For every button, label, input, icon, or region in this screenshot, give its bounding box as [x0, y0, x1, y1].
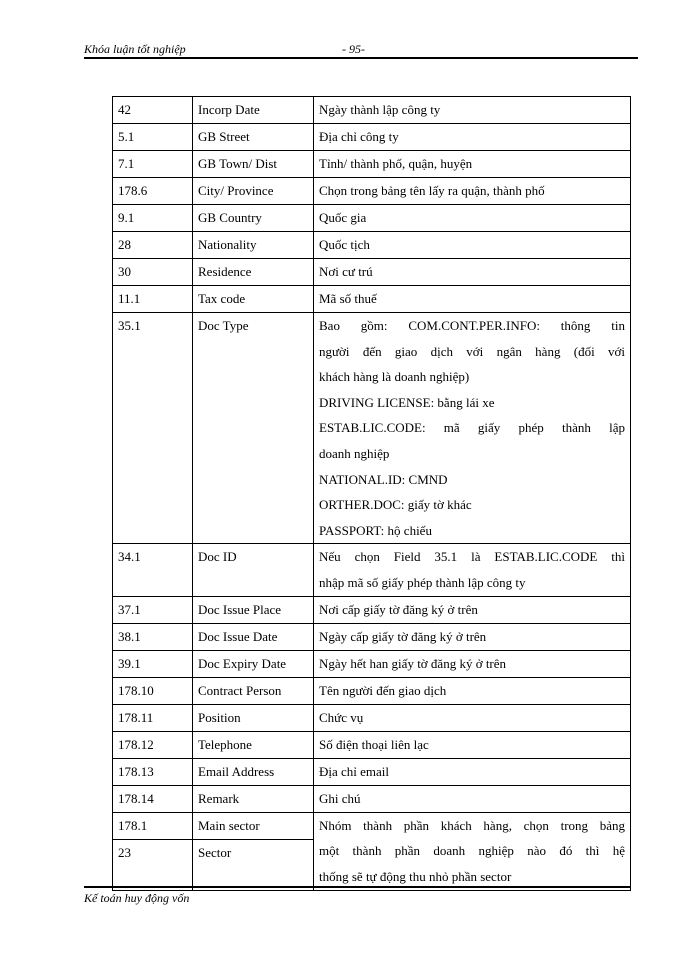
description-line: ESTAB.LIC.CODE: mã giấy phép thành lập [319, 420, 625, 436]
field-name: Doc ID [193, 544, 314, 596]
description-line: một thành phần doanh nghiệp nào đó thì hệ [319, 843, 625, 859]
field-name: Email Address [193, 758, 314, 785]
table-row [113, 232, 631, 259]
field-name: GB Street [193, 124, 314, 151]
table-row [113, 286, 631, 313]
table-row [113, 124, 631, 151]
field-description [314, 812, 631, 890]
page-header [84, 40, 638, 60]
field-description: Ngày hết han giấy tờ đăng ký ở trên [314, 650, 631, 677]
field-number: 7.1 [113, 151, 193, 178]
document-title: Khóa luận tốt nghiệp [84, 42, 186, 56]
table-row [113, 151, 631, 178]
footer-text: Kế toán huy động vốn [84, 891, 190, 905]
table-row [113, 178, 631, 205]
table-row [113, 758, 631, 785]
field-description: Tỉnh/ thành phố, quận, huyện [314, 151, 631, 178]
field-number: 23 [113, 839, 193, 890]
table-row [113, 205, 631, 232]
table-row [113, 785, 631, 812]
description-line: NATIONAL.ID: CMND [319, 471, 448, 487]
field-description: Số điện thoại liên lạc [314, 731, 631, 758]
field-description: Địa chỉ email [314, 758, 631, 785]
field-number: 42 [113, 97, 193, 124]
field-name: Remark [193, 785, 314, 812]
table-row [113, 97, 631, 124]
field-number: 178.1 [113, 812, 193, 839]
field-name: Nationality [193, 232, 314, 259]
field-name: Position [193, 704, 314, 731]
field-description: Mã số thuế [314, 286, 631, 313]
description-line: Nhóm thành phần khách hàng, chọn trong bảng [319, 817, 625, 833]
description-line: ORTHER.DOC: giấy tờ khác [319, 497, 472, 513]
field-name: Tax code [193, 286, 314, 313]
field-name: Doc Type [193, 313, 314, 544]
footer-rule [84, 886, 630, 888]
field-description [314, 313, 631, 544]
table-row [113, 812, 631, 839]
field-number: 11.1 [113, 286, 193, 313]
field-name: Doc Issue Date [193, 623, 314, 650]
field-number: 34.1 [113, 544, 193, 596]
field-description: Ngày thành lập công ty [314, 97, 631, 124]
field-name: GB Town/ Dist [193, 151, 314, 178]
field-number: 30 [113, 259, 193, 286]
table-row [113, 623, 631, 650]
table-row [113, 731, 631, 758]
description-line: PASSPORT: hộ chiếu [319, 522, 432, 538]
field-number: 35.1 [113, 313, 193, 544]
field-number: 178.10 [113, 677, 193, 704]
field-description: Quốc tịch [314, 232, 631, 259]
field-description: Ghi chú [314, 785, 631, 812]
field-name: GB Country [193, 205, 314, 232]
field-number: 5.1 [113, 124, 193, 151]
table-row [113, 259, 631, 286]
field-spec-table [112, 96, 631, 891]
description-line: Nếu chọn Field 35.1 là ESTAB.LIC.CODE thì [319, 549, 625, 565]
field-description: Nơi cư trú [314, 259, 631, 286]
field-name: Doc Issue Place [193, 596, 314, 623]
field-name: Residence [193, 259, 314, 286]
table-row [113, 596, 631, 623]
field-name: Telephone [193, 731, 314, 758]
description-line: Bao gồm: COM.CONT.PER.INFO: thông tin [319, 318, 625, 333]
field-number: 28 [113, 232, 193, 259]
field-description [314, 544, 631, 596]
page-number: - 95- [342, 42, 365, 56]
table-row [113, 650, 631, 677]
field-name: City/ Province [193, 178, 314, 205]
field-description: Tên người đến giao dịch [314, 677, 631, 704]
description-line: khách hàng là doanh nghiệp) [319, 369, 470, 385]
field-number: 39.1 [113, 650, 193, 677]
field-number: 178.6 [113, 178, 193, 205]
header-rule [84, 57, 638, 59]
field-number: 38.1 [113, 623, 193, 650]
description-line: doanh nghiệp [319, 445, 390, 461]
field-number: 9.1 [113, 205, 193, 232]
field-description: Nơi cấp giấy tờ đăng ký ở trên [314, 596, 631, 623]
description-line: DRIVING LICENSE: bằng lái xe [319, 394, 495, 410]
field-name: Contract Person [193, 677, 314, 704]
table-row [113, 704, 631, 731]
field-description: Quốc gia [314, 205, 631, 232]
field-number: 178.12 [113, 731, 193, 758]
field-number: 178.13 [113, 758, 193, 785]
table-row [113, 544, 631, 596]
field-name: Sector [193, 839, 314, 890]
description-line: người đến giao dịch với ngân hàng (đối với [319, 343, 625, 359]
field-description: Chọn trong bảng tên lấy ra quận, thành phố [314, 178, 631, 205]
description-line: nhập mã số giấy phép thành lập công ty [319, 574, 526, 590]
field-number: 37.1 [113, 596, 193, 623]
field-number: 178.14 [113, 785, 193, 812]
field-name: Incorp Date [193, 97, 314, 124]
table-row [113, 313, 631, 544]
field-description: Ngày cấp giấy tờ đăng ký ở trên [314, 623, 631, 650]
field-description: Địa chỉ công ty [314, 124, 631, 151]
field-number: 178.11 [113, 704, 193, 731]
field-name: Doc Expiry Date [193, 650, 314, 677]
field-name: Main sector [193, 812, 314, 839]
field-description: Chức vụ [314, 704, 631, 731]
table-row [113, 677, 631, 704]
description-line: thống sẽ tự động thu nhỏ phần sector [319, 868, 512, 884]
